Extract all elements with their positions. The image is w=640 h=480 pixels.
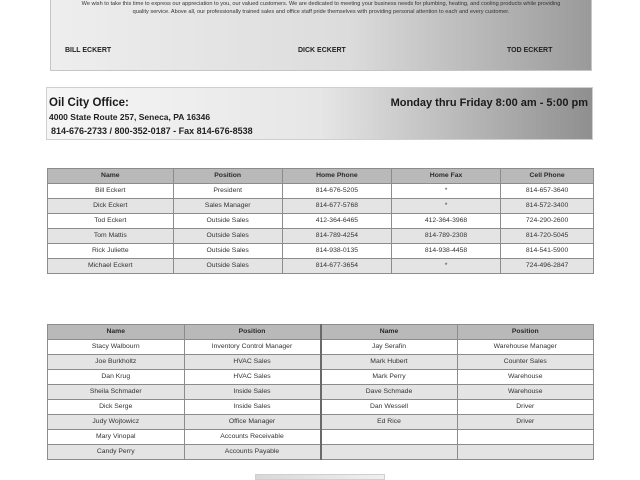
table-cell <box>457 430 594 445</box>
table-cell: 814-676-5205 <box>282 184 391 199</box>
table-cell: President <box>173 184 282 199</box>
column-header: Position <box>457 325 594 340</box>
table-cell: Accounts Receivable <box>184 430 321 445</box>
table-cell: Counter Sales <box>457 355 594 370</box>
table-header-row <box>48 325 594 340</box>
table-cell <box>321 445 458 460</box>
table-cell: Driver <box>457 415 594 430</box>
table-cell: Mark Perry <box>321 370 458 385</box>
table-cell: Joe Burkholtz <box>48 355 185 370</box>
owner-name-tod: TOD ECKERT <box>507 47 553 54</box>
table-cell: Warehouse <box>457 370 594 385</box>
table-cell: Mark Hubert <box>321 355 458 370</box>
table-cell: 814-789-4254 <box>282 229 391 244</box>
table-cell: Outside Sales <box>173 214 282 229</box>
column-header: Position <box>184 325 321 340</box>
table-row <box>48 415 594 430</box>
column-header: Name <box>48 169 174 184</box>
table-cell: 814-789-2308 <box>391 229 500 244</box>
table-cell: Outside Sales <box>173 229 282 244</box>
table-row <box>48 214 594 229</box>
office-hours: Monday thru Friday 8:00 am - 5:00 pm <box>390 97 588 109</box>
sales-staff-table <box>47 168 594 274</box>
table-cell: Sheila Schmader <box>48 385 185 400</box>
table-cell: Michael Eckert <box>48 259 174 274</box>
welcome-banner <box>50 0 592 71</box>
table-row <box>48 340 594 355</box>
column-header: Name <box>48 325 185 340</box>
table-cell: 814-938-4458 <box>391 244 500 259</box>
table-row <box>48 355 594 370</box>
table-cell: 412-364-6465 <box>282 214 391 229</box>
column-header: Cell Phone <box>501 169 594 184</box>
office-info-box <box>46 87 593 140</box>
table-row <box>48 229 594 244</box>
table-cell: * <box>391 184 500 199</box>
table-cell: Dan Krug <box>48 370 185 385</box>
table-cell: Driver <box>457 400 594 415</box>
table-cell: Candy Perry <box>48 445 185 460</box>
office-staff-table <box>47 324 594 460</box>
office-phones: 814-676-2733 / 800-352-0187 - Fax 814-676-8538 <box>51 126 253 136</box>
table-cell <box>321 430 458 445</box>
table-cell: Accounts Payable <box>184 445 321 460</box>
owner-name-dick: DICK ECKERT <box>298 47 346 54</box>
table-cell: Warehouse <box>457 385 594 400</box>
table-row <box>48 184 594 199</box>
table-cell: 724-496-2847 <box>501 259 594 274</box>
table-header-row <box>48 169 594 184</box>
table-cell: * <box>391 259 500 274</box>
footer-bar <box>255 474 385 480</box>
table-cell: Tom Mattis <box>48 229 174 244</box>
column-header: Home Fax <box>391 169 500 184</box>
table-row <box>48 370 594 385</box>
table-row <box>48 400 594 415</box>
table-cell: 814-572-3400 <box>501 199 594 214</box>
table-row <box>48 430 594 445</box>
table-cell: HVAC Sales <box>184 370 321 385</box>
table-cell: 814-677-5768 <box>282 199 391 214</box>
table-cell: 814-541-5900 <box>501 244 594 259</box>
column-header: Home Phone <box>282 169 391 184</box>
table-row <box>48 199 594 214</box>
table-cell: 814-677-3654 <box>282 259 391 274</box>
table-row <box>48 445 594 460</box>
table-cell: Mary Vinopal <box>48 430 185 445</box>
owner-name-bill: BILL ECKERT <box>65 47 112 54</box>
table-cell: Outside Sales <box>173 244 282 259</box>
table-cell: 814-720-5045 <box>501 229 594 244</box>
office-address: 4000 State Route 257, Seneca, PA 16346 <box>49 112 211 122</box>
table-cell: 814-657-3640 <box>501 184 594 199</box>
table-cell: Jay Serafin <box>321 340 458 355</box>
table-row <box>48 244 594 259</box>
table-cell: Bill Eckert <box>48 184 174 199</box>
table-row <box>48 385 594 400</box>
table-cell: Ed Rice <box>321 415 458 430</box>
table-cell <box>457 445 594 460</box>
table-cell: Inventory Control Manager <box>184 340 321 355</box>
table-cell: Dick Serge <box>48 400 185 415</box>
table-cell: Judy Wojtowicz <box>48 415 185 430</box>
table-cell: Inside Sales <box>184 400 321 415</box>
table-cell: Office Manager <box>184 415 321 430</box>
table-cell: 724-290-2600 <box>501 214 594 229</box>
table-cell: Sales Manager <box>173 199 282 214</box>
office-title: Oil City Office: <box>49 97 129 109</box>
column-header: Name <box>321 325 458 340</box>
column-header: Position <box>173 169 282 184</box>
table-cell: Inside Sales <box>184 385 321 400</box>
welcome-message: We wish to take this time to express our appreciation to you, our valued customers. We are dedicated to meeting your business needs for plumbing, heating, and cooling products while providing quality service. Above all, our professionally trained sales and office staff pride themselves with providing personal attention to each and every customer. <box>81 1 561 15</box>
table-cell: Outside Sales <box>173 259 282 274</box>
table-cell: 412-364-3968 <box>391 214 500 229</box>
table-cell: Dan Wessell <box>321 400 458 415</box>
table-cell: Dick Eckert <box>48 199 174 214</box>
table-cell: Tod Eckert <box>48 214 174 229</box>
table-cell: Stacy Walbourn <box>48 340 185 355</box>
table-cell: 814-938-0135 <box>282 244 391 259</box>
table-cell: HVAC Sales <box>184 355 321 370</box>
table-cell: Rick Juliette <box>48 244 174 259</box>
table-cell: Dave Schmade <box>321 385 458 400</box>
table-cell: Warehouse Manager <box>457 340 594 355</box>
table-cell: * <box>391 199 500 214</box>
table-row <box>48 259 594 274</box>
